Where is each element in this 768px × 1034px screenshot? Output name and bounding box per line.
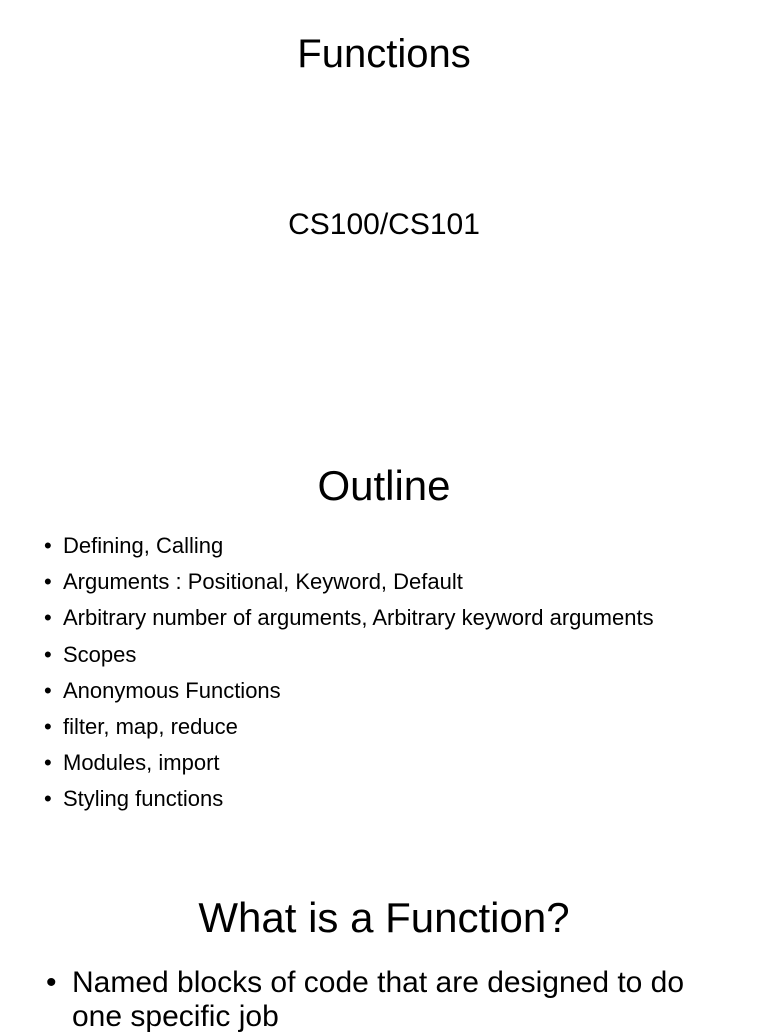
bullet-icon: • [44,533,52,558]
slide-title: Functions [297,32,471,76]
bullet-icon: • [44,569,52,595]
bullet-icon: • [44,641,52,667]
slide-subtitle: CS100/CS101 [288,208,480,241]
list-item-text: Styling functions [63,786,224,812]
list-item [44,569,654,605]
list-item-text: Anonymous Functions [63,677,281,703]
bullet-icon: • [44,750,52,776]
list-item [44,533,654,569]
bullet-icon: • [46,966,57,999]
what-is-function-title: What is a Function? [198,894,570,941]
list-item-text: Named blocks of code that are designed to do one specific job [72,966,685,1033]
list-item [44,677,654,714]
list-item-text: Scopes [63,641,137,667]
list-item [44,750,654,786]
list-item-text: Arguments : Positional, Keyword, Default [63,569,463,595]
bullet-icon: • [44,786,52,812]
bullet-icon: • [44,713,52,739]
outline-title: Outline [317,462,451,509]
list-item-text: Defining, Calling [63,533,224,558]
list-item [44,786,654,822]
list-item [44,713,654,750]
list-item-text: Arbitrary number of arguments, Arbitrary keyword arguments [63,605,654,631]
list-item [44,605,654,641]
list-item-text: Modules, import [63,750,220,776]
list-item [44,641,654,678]
list-item-text: filter, map, reduce [63,713,238,739]
bullet-icon: • [44,605,52,631]
bullet-icon: • [44,677,52,703]
outline-list [44,533,654,823]
